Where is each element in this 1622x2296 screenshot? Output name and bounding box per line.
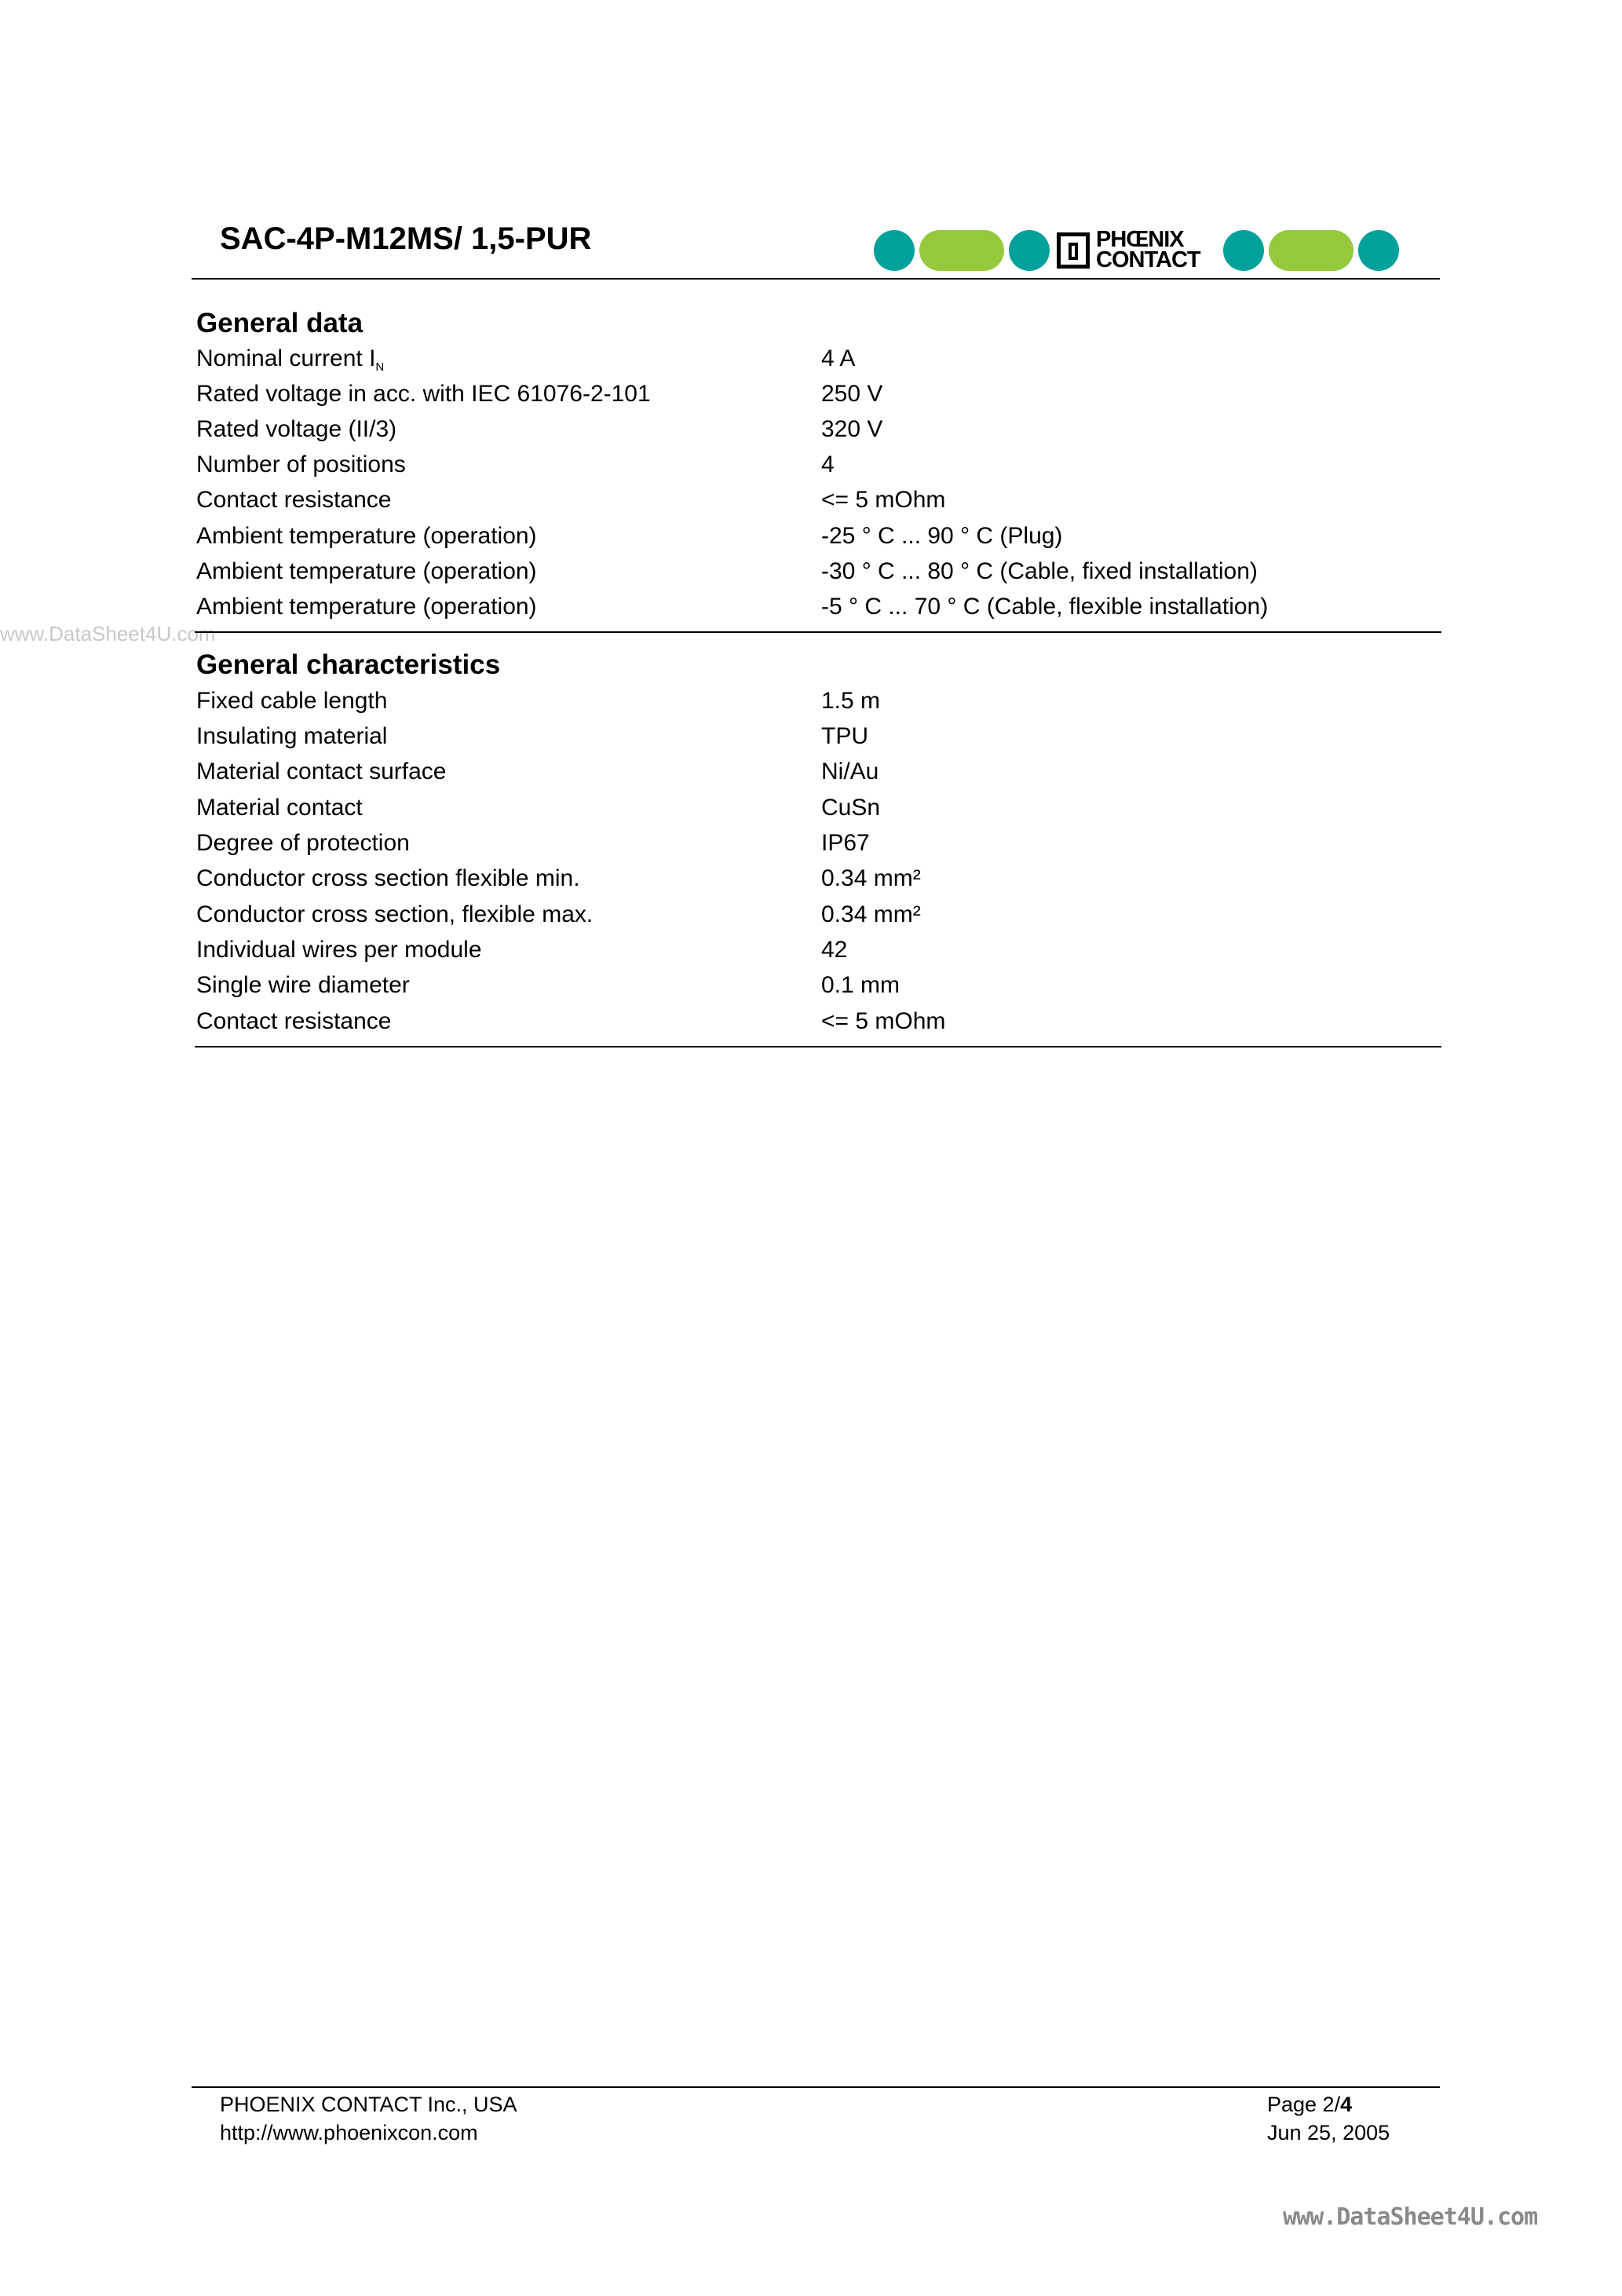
section-heading-general-characteristics: General characteristics (196, 649, 501, 680)
logo-pill (1269, 230, 1353, 271)
row-value: TPU (821, 723, 868, 749)
row-label: Individual wires per module (196, 937, 482, 963)
row-label: Insulating material (196, 723, 388, 749)
row-label: Material contact (196, 795, 363, 821)
logo-dot (1009, 230, 1050, 271)
row-value: 4 (821, 452, 835, 477)
row-label: Material contact surface (196, 759, 447, 784)
row-label: Fixed cable length (196, 688, 388, 714)
footer-company: PHOENIX CONTACT Inc., USA (220, 2093, 517, 2116)
logo-dot (1358, 230, 1399, 271)
row-label (196, 345, 384, 372)
row-label: Contact resistance (196, 487, 392, 513)
watermark-text: www.DataSheet4U.com (1283, 2203, 1538, 2231)
row-value: -25 ° C ... 90 ° C (Plug) (821, 523, 1063, 549)
row-label: Ambient temperature (operation) (196, 594, 537, 620)
row-value: 250 V (821, 381, 883, 407)
row-value: 4 A (821, 345, 856, 371)
footer-page-number (1267, 2093, 1352, 2117)
row-value: Ni/Au (821, 759, 879, 784)
row-value: 42 (821, 937, 848, 963)
footer-page-prefix: Page 2/ (1267, 2093, 1341, 2116)
section-divider (195, 1046, 1441, 1047)
footer-page-total: 4 (1340, 2093, 1353, 2116)
row-value: <= 5 mOhm (821, 487, 946, 513)
logo-dot (1223, 230, 1264, 271)
row-label: Single wire diameter (196, 972, 410, 998)
footer-url[interactable]: http://www.phoenixcon.com (220, 2121, 478, 2144)
row-label: Degree of protection (196, 830, 410, 856)
row-value: 0.34 mm² (821, 865, 921, 891)
row-label: Number of positions (196, 452, 406, 477)
logo-wordmark (1057, 229, 1222, 273)
row-value: -30 ° C ... 80 ° C (Cable, fixed installation) (821, 558, 1258, 584)
row-label: Contact resistance (196, 1008, 392, 1034)
row-value: -5 ° C ... 70 ° C (Cable, flexible installation) (821, 594, 1269, 620)
section-heading-general-data: General data (196, 308, 363, 338)
footer-divider (192, 2086, 1440, 2088)
watermark-text: www.DataSheet4U.com (0, 622, 216, 645)
row-value: <= 5 mOhm (821, 1008, 946, 1034)
row-value: 1.5 m (821, 688, 881, 714)
row-value: 0.1 mm (821, 972, 901, 998)
logo-line2: CONTACT (1096, 247, 1200, 272)
row-label-subscript: N (375, 360, 385, 374)
footer-date: Jun 25, 2005 (1267, 2121, 1390, 2144)
row-label: Conductor cross section, flexible max. (196, 901, 594, 927)
row-label: Rated voltage in acc. with IEC 61076-2-101 (196, 381, 651, 407)
row-value: CuSn (821, 795, 881, 821)
row-label-text: Nominal current I (196, 345, 376, 371)
logo-box-icon (1057, 232, 1090, 269)
logo-dot (874, 230, 915, 271)
header-divider (192, 278, 1440, 280)
row-label: Ambient temperature (operation) (196, 523, 537, 549)
phoenix-contact-logo (874, 229, 1408, 273)
logo-pill (919, 230, 1004, 271)
row-value: IP67 (821, 830, 870, 856)
row-label: Conductor cross section flexible min. (196, 865, 580, 891)
logo-line1: PHŒNIX (1096, 227, 1184, 252)
row-value: 0.34 mm² (821, 901, 921, 927)
row-label: Rated voltage (II/3) (196, 416, 397, 442)
page-title: SAC-4P-M12MS/ 1,5-PUR (220, 221, 592, 256)
row-value: 320 V (821, 416, 883, 442)
row-label: Ambient temperature (operation) (196, 558, 537, 584)
section-divider (195, 631, 1441, 633)
